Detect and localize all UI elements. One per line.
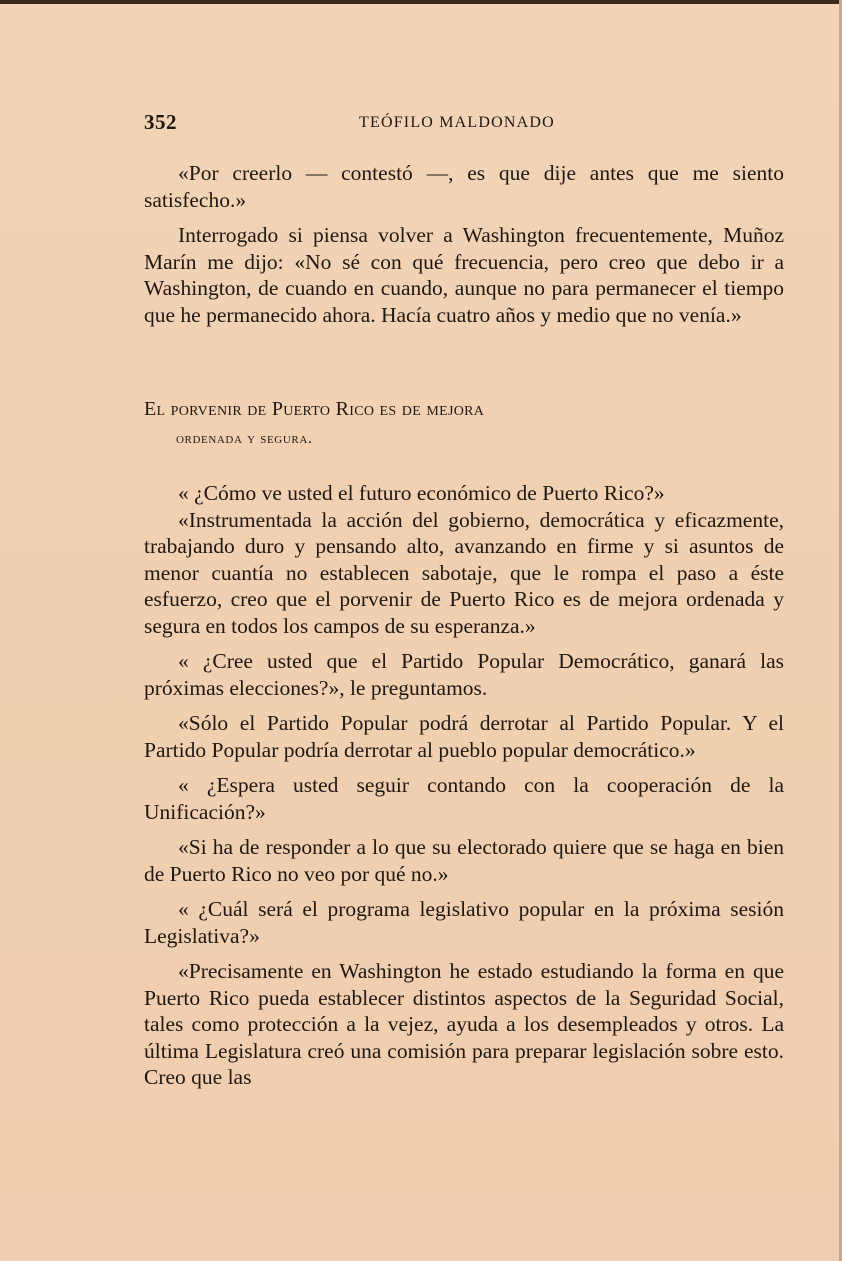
- running-head: TEÓFILO MALDONADO: [359, 114, 555, 131]
- page-number: 352: [144, 110, 177, 134]
- paragraph: «Sólo el Partido Popular podrá derrotar al Partido Popular. Y el Partido Popular podría derrotar al pueblo popular democrático.»: [144, 711, 784, 762]
- page-header: [144, 110, 784, 138]
- page-top-edge: [0, 0, 842, 4]
- paragraph: «Precisamente en Washington he estado estudiando la forma en que Puerto Rico pueda establecer distintos aspectos de la Seguridad Social, tales como protección a la vejez, ayuda a los desempleados y otros. La última Legislatura creó una comisión para preparar legislación sobre esto. Creo que las: [144, 959, 784, 1089]
- paragraph: « ¿Cómo ve usted el futuro económico de Puerto Rico?»: [178, 481, 665, 505]
- paragraph: «Si ha de responder a lo que su electorado quiere que se haga en bien de Puerto Rico no veo por qué no.»: [144, 835, 784, 886]
- section-heading-line2: ordenada y segura.: [176, 430, 313, 447]
- paragraph: « ¿Cree usted que el Partido Popular Democrático, ganará las próximas elecciones?», le preguntamos.: [144, 649, 784, 700]
- section-heading-line1: El porvenir de Puerto Rico es de mejora: [144, 398, 485, 420]
- paragraph: «Por creerlo — contestó —, es que dije antes que me siento satisfecho.»: [144, 161, 784, 212]
- paragraph: « ¿Cuál será el programa legislativo popular en la próxima sesión Legislativa?»: [144, 897, 784, 948]
- section-heading: [144, 394, 784, 454]
- paragraph: « ¿Espera usted seguir contando con la cooperación de la Unificación?»: [144, 773, 784, 824]
- paragraph: Interrogado si piensa volver a Washington frecuentemente, Muñoz Marín me dijo: «No sé con qué frecuencia, pero creo que debo ir a Washington, de cuando en cuando, aunque no para permanecer el tiempo que he permanecido ahora. Hacía cuatro años y medio que no venía.»: [144, 223, 784, 327]
- paragraph: «Instrumentada la acción del gobierno, democrática y eficazmente, trabajando duro y pensando alto, avanzando en firme y si asuntos de menor cuantía no establecen sabotaje, que le rompa el paso a éste esfuerzo, creo que el porvenir de Puerto Rico es de mejora ordenada y segura en todos los campos de su esperanza.»: [144, 507, 784, 638]
- intro-text: [144, 160, 784, 337]
- body-text: [144, 480, 784, 1100]
